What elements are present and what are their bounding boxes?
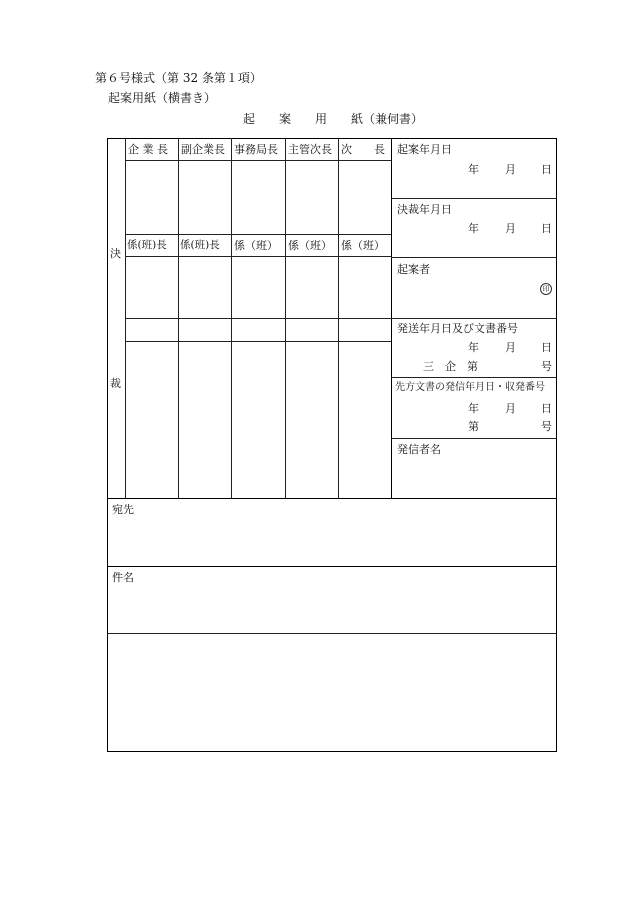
hasshinsha-label: 発信者名 xyxy=(397,443,441,456)
hassou-go: 号 xyxy=(541,360,552,373)
hassou-day: 日 xyxy=(541,341,552,354)
sakikata-go: 号 xyxy=(541,420,552,433)
grid-line xyxy=(107,566,557,567)
header-jicho: 次 長 xyxy=(341,143,385,156)
header-kigyocho: 企 業 長 xyxy=(128,143,168,156)
header-kakaricho-1: 係(班)長 xyxy=(127,239,167,251)
sakikata-dai: 第 xyxy=(468,420,479,433)
hassou-year: 年 xyxy=(468,341,479,354)
header-shukanjicho: 主管次長 xyxy=(288,143,332,156)
hassou-month: 月 xyxy=(505,341,516,354)
kessai-label-bottom: 裁 xyxy=(110,377,121,390)
sakikata-month: 月 xyxy=(505,402,516,415)
kessai-day: 日 xyxy=(541,222,552,235)
kian-year: 年 xyxy=(468,163,479,176)
hassou-label: 発送年月日及び文書番号 xyxy=(397,322,518,335)
form-number: 第６号様式（第 32 条第１項） xyxy=(95,71,262,85)
sakikata-day: 日 xyxy=(541,402,552,415)
kessai-label-top: 決 xyxy=(110,247,121,260)
header-jimukyokucho: 事務局長 xyxy=(234,143,278,156)
sakikata-label: 先方文書の発信年月日・収発番号 xyxy=(395,382,545,393)
grid-line xyxy=(391,198,557,199)
kessai-month: 月 xyxy=(505,222,516,235)
sankigyo-dai: 三 企 第 xyxy=(423,360,478,373)
grid-line xyxy=(391,257,557,258)
grid-line xyxy=(391,318,557,319)
header-fukukigyocho: 副企業長 xyxy=(181,143,225,156)
kiansha-label: 起案者 xyxy=(397,263,430,276)
form-name: 起案用紙（横書き） xyxy=(108,91,217,105)
grid-line xyxy=(107,498,557,499)
sakikata-year: 年 xyxy=(468,402,479,415)
kian-day: 日 xyxy=(541,163,552,176)
seal-mark: 印 xyxy=(540,283,552,295)
header-kakari-2: 係（班） xyxy=(288,239,332,252)
kessai-date-label: 決裁年月日 xyxy=(397,203,452,216)
header-kakari-1: 係（班） xyxy=(234,239,278,252)
header-kakari-3: 係（班） xyxy=(341,239,385,252)
kian-date-label: 起案年月日 xyxy=(397,143,452,156)
grid-line xyxy=(391,438,557,439)
header-kakaricho-2: 係(班)長 xyxy=(180,239,220,251)
grid-line xyxy=(125,256,391,257)
grid-line xyxy=(125,160,391,161)
grid-line xyxy=(107,633,557,634)
kessai-year: 年 xyxy=(468,222,479,235)
atesaki-label: 宛先 xyxy=(112,503,134,516)
grid-line xyxy=(125,318,391,319)
grid-line xyxy=(125,234,391,235)
grid-line xyxy=(391,377,557,378)
kenmei-label: 件名 xyxy=(112,571,134,584)
kian-month: 月 xyxy=(505,163,516,176)
form-frame xyxy=(107,138,557,752)
document-title: 起 案 用 紙（兼伺書） xyxy=(243,112,424,126)
grid-line xyxy=(125,341,391,342)
